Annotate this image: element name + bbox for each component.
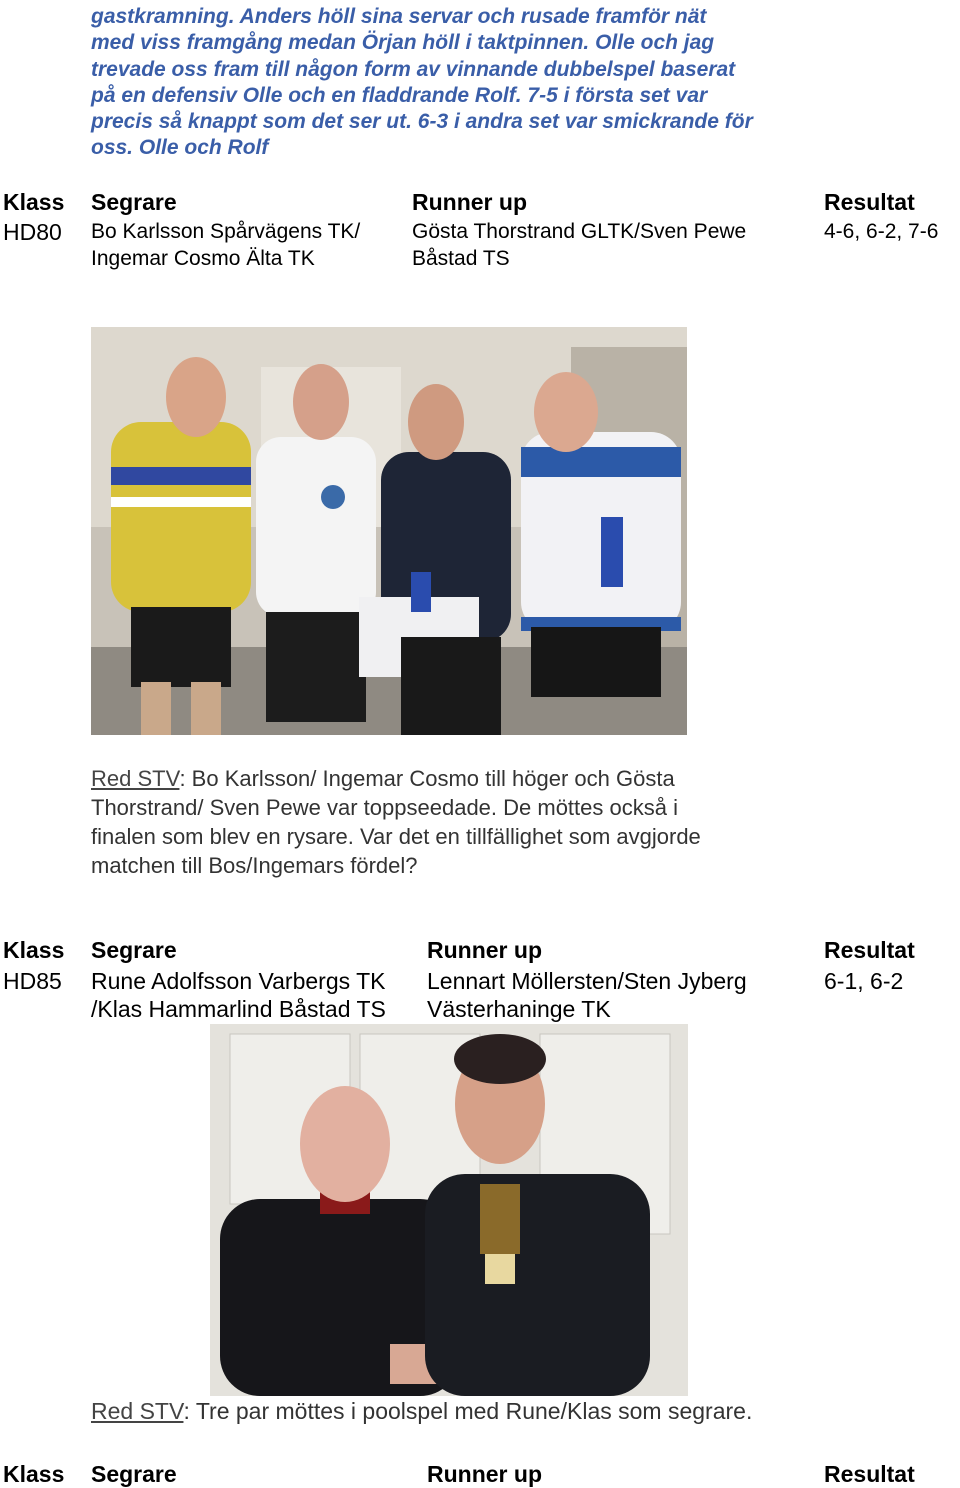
header-runner-up: Runner up bbox=[412, 189, 527, 215]
intro-line: med viss framgång medan Örjan höll i taktpinnen. Olle och jag bbox=[91, 31, 715, 55]
hd85-caption-label: Red STV bbox=[91, 1398, 184, 1424]
intro-paragraph bbox=[91, 4, 831, 162]
hd80-caption-line2: Thorstrand/ Sven Pewe var toppseedade. De möttes också i bbox=[91, 795, 678, 820]
hd80-caption bbox=[91, 764, 811, 880]
hd80-segrare-line1: Bo Karlsson Spårvägens TK/ bbox=[91, 220, 361, 243]
hd80-caption-line1: : Bo Karlsson/ Ingemar Cosmo till höger och Gösta bbox=[179, 766, 675, 791]
hd85-caption-text: : Tre par möttes i poolspel med Rune/Klas som segrare. bbox=[183, 1398, 753, 1424]
intro-line: på en defensiv Olle och en fladdrande Rolf. 7-5 i första set var bbox=[91, 83, 708, 107]
intro-line: gastkramning. Anders höll sina servar och rusade framför nät bbox=[91, 5, 707, 28]
hd85-runner-up-line1: Lennart Möllersten/Sten Jyberg bbox=[427, 968, 747, 994]
hd85-klass: HD85 bbox=[3, 968, 62, 994]
header-resultat: Resultat bbox=[824, 189, 915, 215]
header-segrare: Segrare bbox=[91, 1461, 177, 1487]
header-klass: Klass bbox=[3, 937, 65, 963]
hd85-resultat: 6-1, 6-2 bbox=[824, 968, 904, 994]
header-resultat: Resultat bbox=[824, 1461, 915, 1487]
hd85-segrare-line2: /Klas Hammarlind Båstad TS bbox=[91, 996, 386, 1022]
hd80-runner-up-line2: Båstad TS bbox=[412, 247, 510, 270]
hd80-caption-label: Red STV bbox=[91, 766, 180, 791]
header-runner-up: Runner up bbox=[427, 1461, 542, 1487]
header-klass: Klass bbox=[3, 189, 65, 215]
hd80-runner-up-line1: Gösta Thorstrand GLTK/Sven Pewe bbox=[412, 220, 747, 243]
hd80-caption-line3: finalen som blev en rysare. Var det en tillfällighet som avgjorde bbox=[91, 824, 701, 849]
header-resultat: Resultat bbox=[824, 937, 915, 963]
hd85-caption bbox=[91, 1397, 851, 1426]
hd80-photo bbox=[91, 327, 687, 735]
hd80-resultat: 4-6, 6-2, 7-6 bbox=[824, 220, 939, 243]
hd85-segrare-line1: Rune Adolfsson Varbergs TK bbox=[91, 968, 386, 994]
hd80-segrare-line2: Ingemar Cosmo Älta TK bbox=[91, 247, 315, 270]
intro-line: trevade oss fram till någon form av vinnande dubbelspel baserat bbox=[91, 57, 736, 81]
hd85-photo bbox=[210, 1024, 688, 1396]
intro-line: oss. Olle och Rolf bbox=[91, 136, 269, 160]
intro-line: precis så knappt som det ser ut. 6-3 i andra set var smickrande för bbox=[91, 110, 753, 134]
header-segrare: Segrare bbox=[91, 937, 177, 963]
hd80-klass: HD80 bbox=[3, 219, 62, 245]
header-segrare: Segrare bbox=[91, 189, 177, 215]
header-klass: Klass bbox=[3, 1461, 65, 1487]
hd85-runner-up-line2: Västerhaninge TK bbox=[427, 996, 611, 1022]
header-runner-up: Runner up bbox=[427, 937, 542, 963]
hd80-caption-line4: matchen till Bos/Ingemars fördel? bbox=[91, 853, 418, 878]
